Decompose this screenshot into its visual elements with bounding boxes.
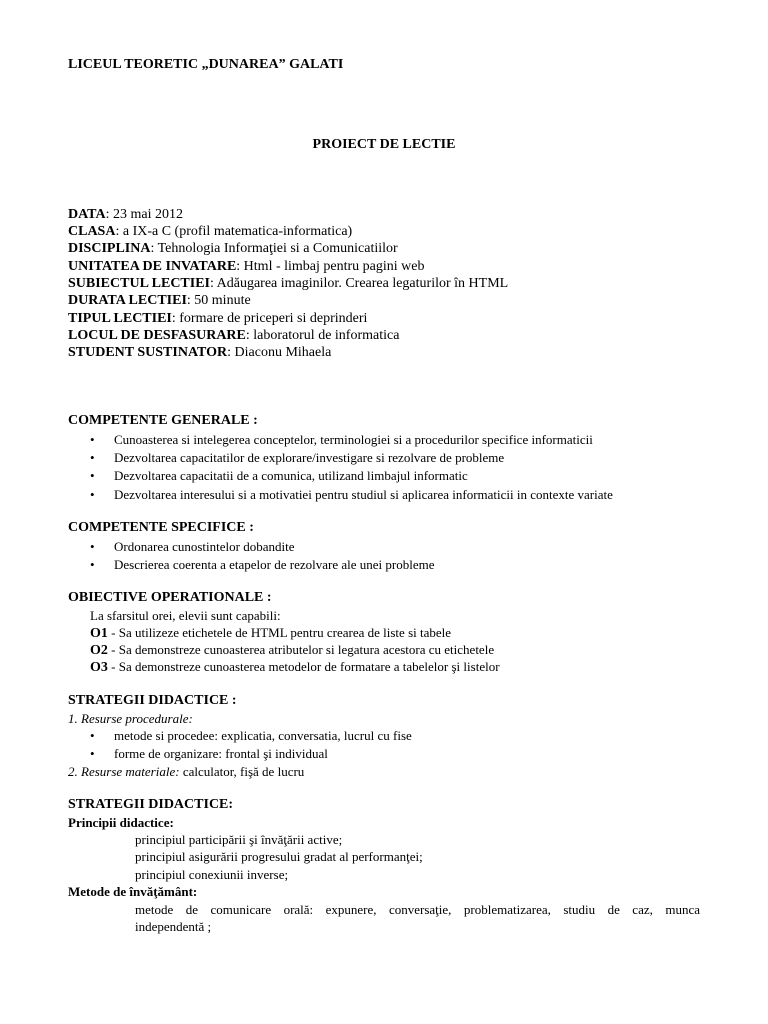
principle-item: principiul asigurării progresului gradat al performanţei; [135, 849, 423, 864]
objective-o3: O3 - Sa demonstreze cunoasterea metodelor de formatare a tabelelor şi listelor [90, 659, 500, 675]
info-type: TIPUL LECTIEI: formare de priceperi si deprinderi [68, 311, 368, 326]
bullet-icon: • [90, 557, 95, 572]
info-location: LOCUL DE DESFASURARE: laboratorul de informatica [68, 328, 400, 343]
bullet-icon: • [90, 487, 95, 502]
principle-item: principiul participării şi învăţării active; [135, 832, 343, 847]
section-heading-strategies: STRATEGII DIDACTICE : [68, 693, 237, 708]
list-item: • Descrierea coerenta a etapelor de rezolvare ale unei probleme [90, 557, 435, 572]
objective-o2: O2 - Sa demonstreze cunoasterea atributelor si legatura acestora cu etichetele [90, 642, 495, 658]
info-duration: DURATA LECTIEI: 50 minute [68, 293, 251, 308]
section-heading-general: COMPETENTE GENERALE : [68, 413, 258, 428]
info-subject: DISCIPLINA: Tehnologia Informaţiei si a Comunicatiilor [68, 241, 398, 256]
document-title: PROIECT DE LECTIE [312, 137, 456, 152]
school-name: LICEUL TEORETIC „DUNAREA” GALATI [68, 57, 344, 72]
objectives-intro: La sfarsitul orei, elevii sunt capabili: [90, 608, 281, 623]
procedural-resources-label: 1. Resurse procedurale: [68, 711, 193, 726]
bullet-icon: • [90, 746, 95, 761]
material-resources: 2. Resurse materiale: calculator, fişă de lucru [68, 764, 305, 779]
principles-label: Principii didactice: [68, 815, 174, 830]
list-item: • Dezvoltarea interesului si a motivatiei pentru studiul si aplicarea informaticii in contexte variate [90, 487, 613, 502]
list-item: • Dezvoltarea capacitatii de a comunica, utilizand limbajul informatic [90, 468, 468, 483]
methods-text: metode de comunicare orală: expunere, conversaţie, problematizarea, studiu de caz, munca [135, 902, 700, 917]
info-topic: SUBIECTUL LECTIEI: Adăugarea imaginilor. Crearea legaturilor în HTML [68, 276, 509, 291]
methods-text-cont: independentă ; [135, 919, 212, 934]
bullet-icon: • [90, 432, 95, 447]
section-heading-strategies-2: STRATEGII DIDACTICE: [68, 797, 234, 812]
info-student: STUDENT SUSTINATOR: Diaconu Mihaela [68, 345, 332, 360]
bullet-icon: • [90, 450, 95, 465]
principle-item: principiul conexiunii inverse; [135, 867, 289, 882]
list-item: • Dezvoltarea capacitatilor de explorare/investigare si rezolvare de probleme [90, 450, 505, 465]
list-item: • metode si procedee: explicatia, conversatia, lucrul cu fise [90, 728, 412, 743]
info-unit: UNITATEA DE INVATARE: Html - limbaj pentru pagini web [68, 259, 425, 274]
info-class: CLASA: a IX-a C (profil matematica-informatica) [68, 224, 353, 239]
section-heading-objectives: OBIECTIVE OPERATIONALE : [68, 590, 272, 605]
methods-label: Metode de învăţământ: [68, 884, 198, 899]
objective-o1: O1 - Sa utilizeze etichetele de HTML pentru crearea de liste si tabele [90, 625, 452, 641]
info-date: DATA: 23 mai 2012 [68, 207, 183, 222]
list-item: • forme de organizare: frontal şi individual [90, 746, 328, 761]
section-heading-specific: COMPETENTE SPECIFICE : [68, 520, 254, 535]
list-item: • Cunoasterea si intelegerea conceptelor, terminologiei si a procedurilor specifice informaticii [90, 432, 593, 447]
bullet-icon: • [90, 728, 95, 743]
list-item: • Ordonarea cunostintelor dobandite [90, 539, 295, 554]
bullet-icon: • [90, 539, 95, 554]
bullet-icon: • [90, 468, 95, 483]
